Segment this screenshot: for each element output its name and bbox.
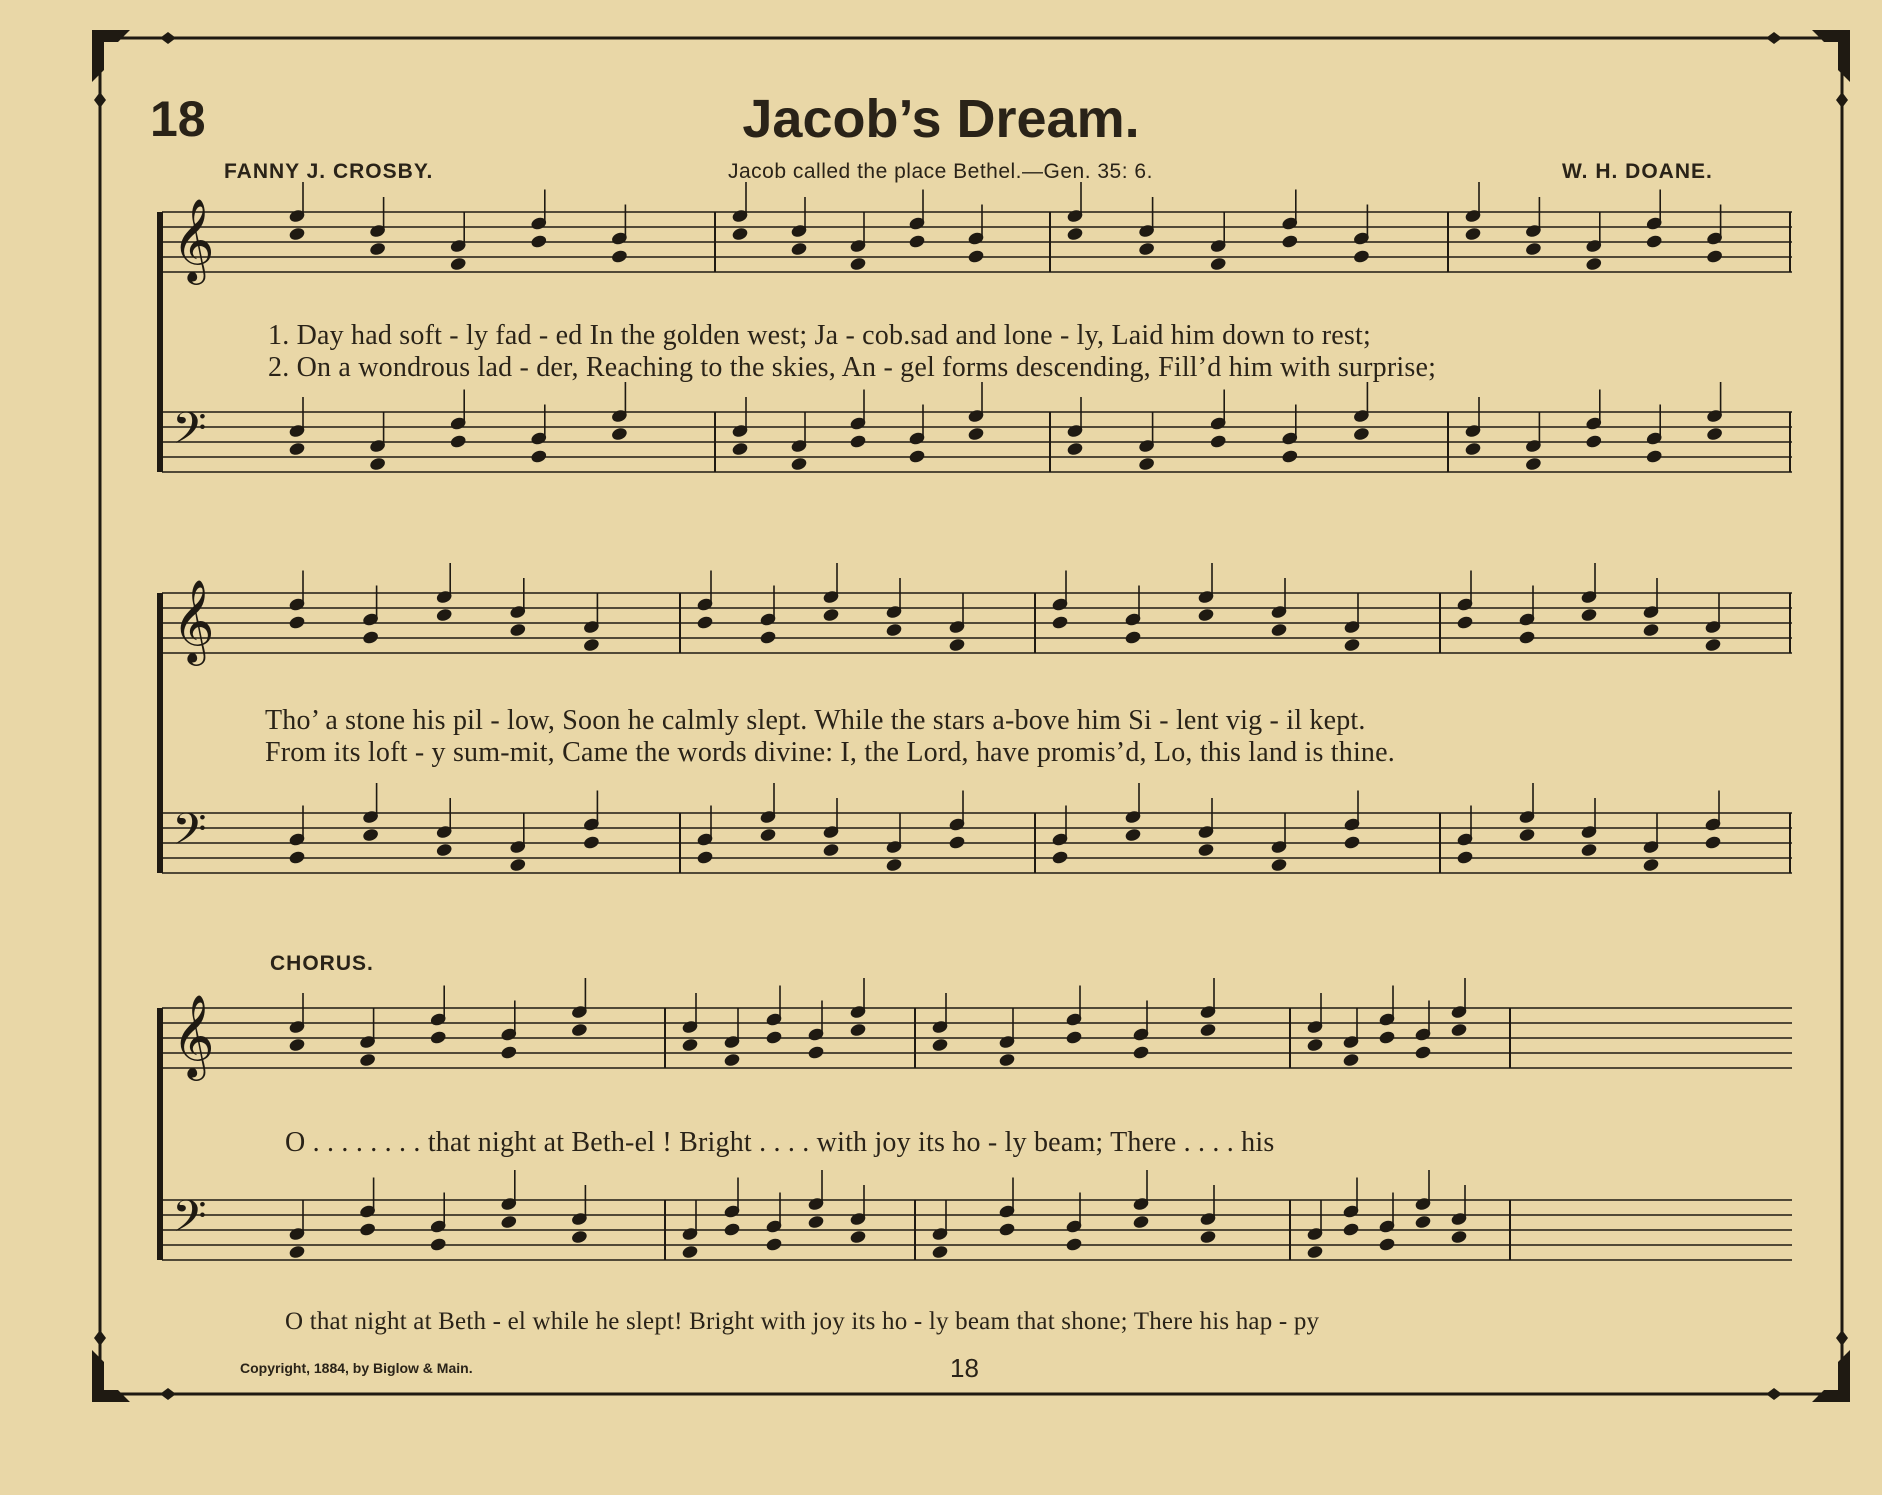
bass-notehead: [1705, 835, 1722, 849]
bass-notehead: [1210, 434, 1227, 448]
bass-notehead: [436, 843, 453, 857]
bass-notehead: [571, 1230, 588, 1244]
bass-notehead: [362, 828, 379, 842]
treble-notehead: [1210, 257, 1227, 271]
bass-notehead: [808, 1215, 825, 1229]
treble-notehead: [510, 623, 527, 637]
treble-notehead: [823, 608, 840, 622]
chorus-treble-lyrics: O . . . . . . . . that night at Beth-el ! Bright . . . . with joy its ho - ly beam; There . . . . his: [285, 1127, 1275, 1158]
treble-notehead: [501, 1045, 518, 1059]
treble-notehead: [1415, 1045, 1432, 1059]
lyric-verse-1-system-1: 1. Day had soft - ly fad - ed In the golden west; Ja - cob.sad and lone - ly, Laid him down to rest;: [268, 320, 1371, 351]
treble-notehead: [1705, 638, 1722, 652]
treble-notehead: [1525, 242, 1542, 256]
treble-notehead: [1138, 242, 1155, 256]
treble-notehead: [1282, 234, 1299, 248]
treble-notehead: [289, 615, 306, 629]
treble-notehead: [1066, 1030, 1083, 1044]
lyric-verse-2-system-1: 2. On a wondrous lad - der, Reaching to the skies, An - gel forms descending, Fill’d him with surprise;: [268, 352, 1437, 383]
bass-notehead: [1125, 828, 1142, 842]
bass-notehead: [850, 434, 867, 448]
bass-notehead: [430, 1237, 447, 1251]
bass-notehead: [724, 1222, 741, 1236]
bass-notehead: [1646, 449, 1663, 463]
bass-notehead: [932, 1245, 949, 1259]
treble-notehead: [909, 234, 926, 248]
bass-notehead: [289, 1245, 306, 1259]
bass-notehead: [732, 442, 749, 456]
treble-clef-icon: 𝄞: [172, 993, 215, 1077]
bass-clef-icon: 𝄢: [172, 402, 207, 465]
bass-notehead: [1052, 850, 1069, 864]
bass-notehead: [697, 850, 714, 864]
bass-notehead: [289, 850, 306, 864]
poet-credit: FANNY J. CROSBY.: [224, 160, 434, 183]
bass-notehead: [968, 427, 985, 441]
treble-notehead: [1646, 234, 1663, 248]
treble-notehead: [850, 1023, 867, 1037]
treble-notehead: [362, 630, 379, 644]
treble-notehead: [1706, 249, 1723, 263]
treble-notehead: [583, 638, 600, 652]
treble-notehead: [289, 1038, 306, 1052]
treble-notehead: [450, 257, 467, 271]
bass-notehead: [450, 434, 467, 448]
treble-notehead: [1307, 1038, 1324, 1052]
treble-notehead: [1643, 623, 1660, 637]
bass-notehead: [369, 457, 386, 471]
bass-notehead: [501, 1215, 518, 1229]
chorus-label: CHORUS.: [270, 952, 374, 975]
treble-notehead: [1271, 623, 1288, 637]
bass-notehead: [1643, 858, 1660, 872]
treble-notehead: [430, 1030, 447, 1044]
bass-notehead: [791, 457, 808, 471]
bass-notehead: [1525, 457, 1542, 471]
hymn-title: Jacob’s Dream.: [742, 89, 1140, 149]
bass-notehead: [1344, 835, 1361, 849]
bass-notehead: [1067, 442, 1084, 456]
treble-notehead: [968, 249, 985, 263]
treble-notehead: [1451, 1023, 1468, 1037]
bass-notehead: [682, 1245, 699, 1259]
treble-notehead: [791, 242, 808, 256]
treble-clef-icon: 𝄞: [172, 578, 215, 662]
treble-notehead: [436, 608, 453, 622]
treble-notehead: [932, 1038, 949, 1052]
bass-notehead: [823, 843, 840, 857]
treble-notehead: [1465, 227, 1482, 241]
bass-notehead: [510, 858, 527, 872]
bass-notehead: [289, 442, 306, 456]
treble-notehead: [1519, 630, 1536, 644]
bass-notehead: [1066, 1237, 1083, 1251]
bass-notehead: [1353, 427, 1370, 441]
treble-notehead: [1133, 1045, 1150, 1059]
treble-notehead: [724, 1053, 741, 1067]
treble-notehead: [1343, 1053, 1360, 1067]
treble-notehead: [1200, 1023, 1217, 1037]
treble-notehead: [359, 1053, 376, 1067]
treble-notehead: [697, 615, 714, 629]
bass-notehead: [1271, 858, 1288, 872]
treble-notehead: [949, 638, 966, 652]
treble-notehead: [732, 227, 749, 241]
treble-notehead: [369, 242, 386, 256]
bass-notehead: [1706, 427, 1723, 441]
bass-notehead: [583, 835, 600, 849]
treble-notehead: [1581, 608, 1598, 622]
treble-notehead: [808, 1045, 825, 1059]
treble-notehead: [999, 1053, 1016, 1067]
copyright-notice: Copyright, 1884, by Biglow & Main.: [240, 1360, 473, 1376]
bass-notehead: [531, 449, 548, 463]
treble-notehead: [766, 1030, 783, 1044]
bass-notehead: [1198, 843, 1215, 857]
treble-notehead: [682, 1038, 699, 1052]
treble-notehead: [611, 249, 628, 263]
bass-notehead: [886, 858, 903, 872]
chorus-bass-lyrics: O that night at Beth - el while he slept! Bright with joy its ho - ly beam that shone; There his hap - py: [285, 1308, 1320, 1335]
bass-notehead: [1465, 442, 1482, 456]
lyric-verse-1-system-2: Tho’ a stone his pil - low, Soon he calmly slept. While the stars a-bove him Si - lent vig - il kept.: [265, 705, 1366, 736]
bass-notehead: [766, 1237, 783, 1251]
lyric-verse-2-system-2: From its loft - y sum-mit, Came the words divine: I, the Lord, have promis’d, Lo, this land is thine.: [265, 737, 1395, 768]
bass-notehead: [760, 828, 777, 842]
bass-notehead: [1200, 1230, 1217, 1244]
bass-notehead: [1133, 1215, 1150, 1229]
treble-notehead: [1379, 1030, 1396, 1044]
treble-notehead: [1125, 630, 1142, 644]
composer-credit: W. H. DOANE.: [1562, 160, 1713, 183]
treble-notehead: [1457, 615, 1474, 629]
bass-notehead: [611, 427, 628, 441]
treble-notehead: [1344, 638, 1361, 652]
bass-notehead: [1138, 457, 1155, 471]
bass-notehead: [1519, 828, 1536, 842]
bass-notehead: [359, 1222, 376, 1236]
bass-notehead: [1379, 1237, 1396, 1251]
treble-notehead: [886, 623, 903, 637]
bass-notehead: [1282, 449, 1299, 463]
bass-notehead: [1307, 1245, 1324, 1259]
scripture-reference: Jacob called the place Bethel.—Gen. 35: 6.: [728, 160, 1153, 183]
treble-clef-icon: 𝄞: [172, 197, 215, 281]
bass-notehead: [999, 1222, 1016, 1236]
bass-clef-icon: 𝄢: [172, 803, 207, 866]
treble-notehead: [531, 234, 548, 248]
bass-notehead: [1586, 434, 1603, 448]
bass-notehead: [850, 1230, 867, 1244]
treble-notehead: [289, 227, 306, 241]
bass-notehead: [1581, 843, 1598, 857]
bass-notehead: [1451, 1230, 1468, 1244]
treble-notehead: [1586, 257, 1603, 271]
treble-notehead: [1198, 608, 1215, 622]
treble-notehead: [760, 630, 777, 644]
bass-notehead: [949, 835, 966, 849]
bass-notehead: [1457, 850, 1474, 864]
page-number: 18: [950, 1353, 979, 1383]
bass-notehead: [1415, 1215, 1432, 1229]
bass-notehead: [1343, 1222, 1360, 1236]
treble-notehead: [1067, 227, 1084, 241]
treble-notehead: [1052, 615, 1069, 629]
treble-notehead: [571, 1023, 588, 1037]
hymn-number: 18: [150, 91, 206, 147]
bass-notehead: [909, 449, 926, 463]
treble-notehead: [850, 257, 867, 271]
treble-notehead: [1353, 249, 1370, 263]
bass-clef-icon: 𝄢: [172, 1190, 207, 1253]
